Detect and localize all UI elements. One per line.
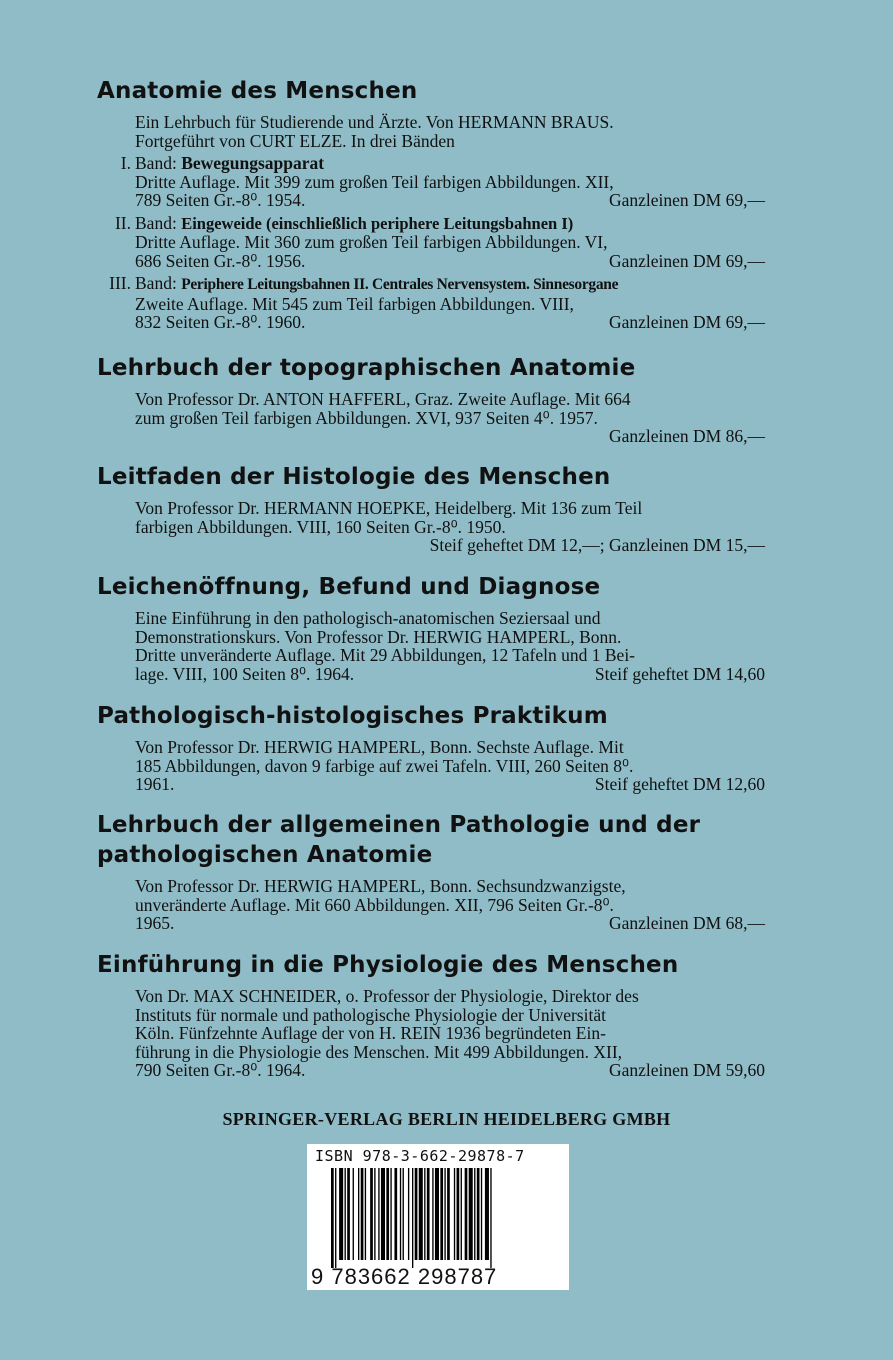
book-price: Ganzleinen DM 59,60 (608, 1060, 765, 1080)
description-line: Köln. Fünfzehnte Auflage der von H. REIN 1936 begründeten Ein- (135, 1023, 606, 1043)
barcode-bars-icon (331, 1168, 545, 1268)
barcode-bar (419, 1168, 423, 1260)
description-line: Ein Lehrbuch für Studierende und Ärzte. Von HERMANN BRAUS. (135, 112, 614, 132)
volume-title: Bewegungsapparat (181, 153, 325, 173)
book-entry-topographische-anatomie (97, 353, 765, 446)
volume-title: Periphere Leitungsbahnen II. Centrales Nervensystem. Sinnesorgane (181, 276, 619, 293)
volume-2 (114, 212, 765, 271)
description-line: unveränderte Auflage. Mit 660 Abbildungen. XII, 796 Seiten Gr.-8⁰. (135, 894, 614, 915)
volume-price-row (135, 313, 765, 332)
description-line: Dritte unveränderte Auflage. Mit 29 Abbildungen, 12 Tafeln und 1 Bei- (135, 645, 636, 665)
book-price-row (135, 665, 765, 684)
description-line: Demonstrationskurs. Von Professor Dr. HERWIG HAMPERL, Bonn. (135, 626, 622, 647)
barcode-bar (378, 1168, 379, 1260)
book-description (135, 609, 765, 683)
barcode-bar (390, 1168, 391, 1260)
book-title: Einführung in die Physiologie des Menschen (97, 952, 679, 978)
barcode-bar (477, 1168, 480, 1260)
volume-title: Eingeweide (einschließlich periphere Leitungsbahnen I) (181, 213, 574, 233)
description-line: Eine Einführung in den pathologisch-anatomischen Seziersaal und (135, 608, 601, 628)
barcode-bar (457, 1168, 460, 1260)
barcode-bar (331, 1168, 334, 1268)
barcode-bar (444, 1168, 445, 1260)
description-line: Von Professor Dr. ANTON HAFFERL, Graz. Zweite Auflage. Mit 664 (135, 389, 631, 409)
barcode-bar (345, 1168, 346, 1260)
volume-last-line: 686 Seiten Gr.-8⁰. 1956. (135, 250, 306, 271)
barcode-bar (461, 1168, 462, 1260)
barcode-bar (394, 1168, 397, 1260)
book-description (109, 112, 765, 332)
description-line: Von Dr. MAX SCHNEIDER, o. Professor der Physiologie, Direktor des (135, 986, 639, 1006)
isbn-label: ISBN 978-3-662-29878-7 (315, 1147, 525, 1165)
barcode-bar (358, 1168, 359, 1260)
book-price: Steif geheftet DM 14,60 (594, 663, 765, 684)
book-entry-allgemeine-pathologie (97, 810, 765, 933)
description-line: Von Professor Dr. HERMANN HOEPKE, Heidelberg. Mit 136 zum Teil (135, 498, 643, 518)
barcode-bar (454, 1168, 455, 1260)
book-price-row (135, 1061, 765, 1080)
barcode-bar (370, 1168, 373, 1260)
barcode-bar (481, 1168, 482, 1260)
volume-last-line: 832 Seiten Gr.-8⁰. 1960. (135, 312, 306, 332)
barcode-bar (412, 1168, 413, 1268)
barcode-bar (347, 1168, 350, 1260)
description-last-line: 1961. (135, 774, 175, 794)
description-line: Fortgeführt von CURT ELZE. In drei Bänden (135, 130, 455, 151)
book-title: Lehrbuch der allgemeinen Pathologie und der pathologischen Anatomie (97, 812, 701, 868)
description-last-line: 1965. (135, 913, 175, 933)
barcode-bar (415, 1168, 418, 1260)
barcode-bar (361, 1168, 364, 1260)
book-title: Lehrbuch der topographischen Anatomie (97, 355, 636, 381)
volume-line: Dritte Auflage. Mit 360 zum großen Teil farbigen Abbildungen. VI, (135, 232, 608, 252)
barcode-bar (469, 1168, 473, 1260)
volume-number: II. (114, 212, 131, 233)
description-line: Von Professor Dr. HERWIG HAMPERL, Bonn. Sechsundzwanzigste, (135, 876, 626, 896)
book-title: Leitfaden der Histologie des Menschen (97, 464, 611, 490)
book-price-row (135, 775, 765, 794)
volume-price: Ganzleinen DM 69,— (608, 312, 765, 332)
volume-line: Dritte Auflage. Mit 399 zum großen Teil farbigen Abbildungen. XII, (135, 171, 614, 192)
barcode-bar (353, 1168, 354, 1260)
book-description (135, 877, 765, 933)
barcode-bar (474, 1168, 475, 1260)
volume-number: I. (120, 153, 131, 173)
isbn-barcode (307, 1144, 569, 1290)
publisher-name: SPRINGER-VERLAG BERLIN HEIDELBERG GMBH (222, 1109, 671, 1129)
book-price: Ganzleinen DM 68,— (608, 913, 765, 933)
book-title: Leichenöffnung, Befund und Diagnose (97, 574, 601, 600)
barcode-bar (339, 1168, 343, 1260)
book-entry-physiologie (97, 950, 765, 1080)
barcode-bar (408, 1168, 409, 1260)
book-price: Steif geheftet DM 12,60 (594, 774, 765, 794)
barcode-bar (386, 1168, 389, 1260)
volume-label: Band: (135, 212, 177, 233)
book-description (135, 390, 765, 446)
volume-price: Ganzleinen DM 69,— (608, 190, 765, 210)
barcode-bar (424, 1168, 425, 1260)
barcode-bar (400, 1168, 401, 1260)
book-title: Anatomie des Menschen (97, 78, 418, 104)
volume-1 (120, 153, 765, 210)
barcode-bar (335, 1168, 336, 1268)
book-description (135, 499, 765, 555)
book-title: Pathologisch-histologisches Praktikum (97, 703, 608, 729)
barcode-bar (427, 1168, 430, 1260)
barcode-bar (435, 1168, 439, 1260)
description-line: 185 Abbildungen, davon 9 farbige auf zwei Tafeln. VIII, 260 Seiten 8⁰. (135, 755, 634, 776)
description-line: farbigen Abbildungen. VIII, 160 Seiten Gr.-8⁰. 1950. (135, 516, 506, 537)
volume-price-row (135, 252, 765, 271)
book-entry-leichenoeffnung (97, 572, 765, 683)
description-line: Instituts für normale und pathologische Physiologie der Universität (135, 1004, 606, 1025)
volume-label: Band: (135, 273, 177, 293)
description-line: Von Professor Dr. HERWIG HAMPERL, Bonn. Sechste Auflage. Mit (135, 737, 624, 757)
barcode-bar (465, 1168, 468, 1260)
barcode-bar (365, 1168, 366, 1260)
book-description (135, 738, 765, 794)
description-line: führung in die Physiologie des Menschen. Mit 499 Abbildungen. XII, (135, 1041, 623, 1062)
barcode-bar (432, 1168, 433, 1260)
volume-price-row (135, 191, 765, 210)
barcode-bar (374, 1168, 375, 1260)
description-last-line: lage. VIII, 100 Seiten 8⁰. 1964. (135, 663, 355, 684)
barcode-bar (403, 1168, 404, 1260)
book-description (135, 987, 765, 1080)
volume-price: Ganzleinen DM 69,— (608, 250, 765, 271)
barcode-bar (490, 1168, 491, 1268)
barcode-bar (381, 1168, 385, 1260)
volume-label: Band: (135, 153, 177, 173)
book-entry-anatomie (97, 76, 765, 332)
book-entry-histologie (97, 462, 765, 555)
description-line: zum großen Teil farbigen Abbildungen. XVI, 937 Seiten 4⁰. 1957. (135, 407, 598, 428)
volume-3 (109, 273, 765, 332)
volume-number: III. (109, 273, 131, 293)
description-last-line: 790 Seiten Gr.-8⁰. 1964. (135, 1060, 306, 1080)
barcode-bar (485, 1168, 489, 1260)
barcode-bar (440, 1168, 443, 1260)
volume-last-line: 789 Seiten Gr.-8⁰. 1954. (135, 190, 306, 210)
book-price: Steif geheftet DM 12,—; Ganzleinen DM 15,— (429, 535, 765, 555)
book-price-row (135, 914, 765, 933)
book-entry-praktikum (97, 701, 765, 794)
ean-digits: 9 783662 298787 (311, 1264, 498, 1289)
book-price: Ganzleinen DM 86,— (608, 426, 765, 446)
barcode-bar (447, 1168, 450, 1260)
volume-line: Zweite Auflage. Mit 545 zum Teil farbigen Abbildungen. VIII, (135, 293, 574, 314)
